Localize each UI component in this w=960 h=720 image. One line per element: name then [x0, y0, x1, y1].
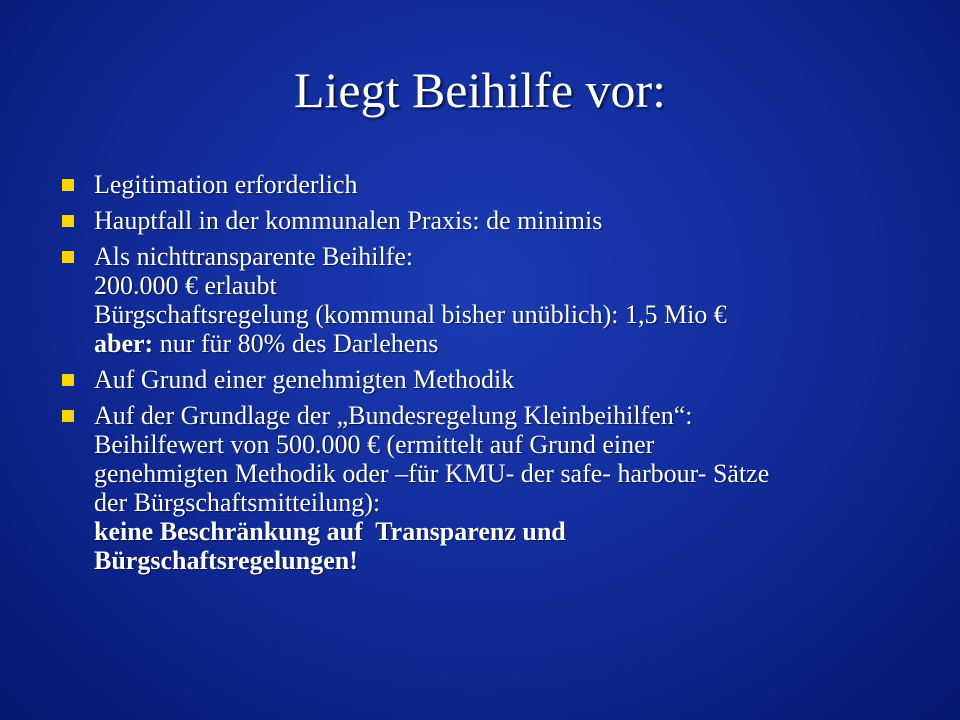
- square-bullet-icon: [62, 410, 74, 422]
- bullet-text: Auf Grund einer genehmigten Methodik: [94, 365, 515, 394]
- bullet-text: 200.000 € erlaubt: [94, 271, 277, 300]
- slide-title: Liegt Beihilfe vor:: [293, 62, 667, 118]
- bullet-text-rest: nur für 80% des Darlehens: [153, 329, 439, 358]
- bullet-text: Hauptfall in der kommunalen Praxis: de minimis: [94, 206, 603, 235]
- bullet-text: genehmigten Methodik oder –für KMU- der safe- harbour- Sätze: [94, 459, 770, 488]
- square-bullet-icon: [62, 374, 74, 386]
- bullet-text: [94, 329, 922, 358]
- bullet-text: Legitimation erforderlich: [94, 170, 358, 199]
- bold-text: Bürgschaftsregelungen!: [94, 546, 358, 575]
- bullet-item: [62, 170, 922, 199]
- bullet-item: [62, 401, 922, 575]
- bullet-text: Als nichttransparente Beihilfe:: [94, 242, 414, 271]
- bullet-item: [62, 365, 922, 394]
- bullet-list: [62, 170, 922, 582]
- bullet-text: Auf der Grundlage der „Bundesregelung Kleinbeihilfen“:: [94, 401, 693, 430]
- square-bullet-icon: [62, 215, 74, 227]
- bullet-item: [62, 206, 922, 235]
- bullet-item: [62, 242, 922, 358]
- bold-text: keine Beschränkung auf Transparenz und: [94, 517, 566, 546]
- bullet-text: der Bürgschaftsmitteilung):: [94, 488, 381, 517]
- bold-text: aber:: [94, 329, 154, 358]
- bullet-text: Bürgschaftsregelung (kommunal bisher unüblich): 1,5 Mio €: [94, 300, 727, 329]
- bullet-text: Beihilfewert von 500.000 € (ermittelt auf Grund einer: [94, 430, 655, 459]
- square-bullet-icon: [62, 179, 74, 191]
- square-bullet-icon: [62, 251, 74, 263]
